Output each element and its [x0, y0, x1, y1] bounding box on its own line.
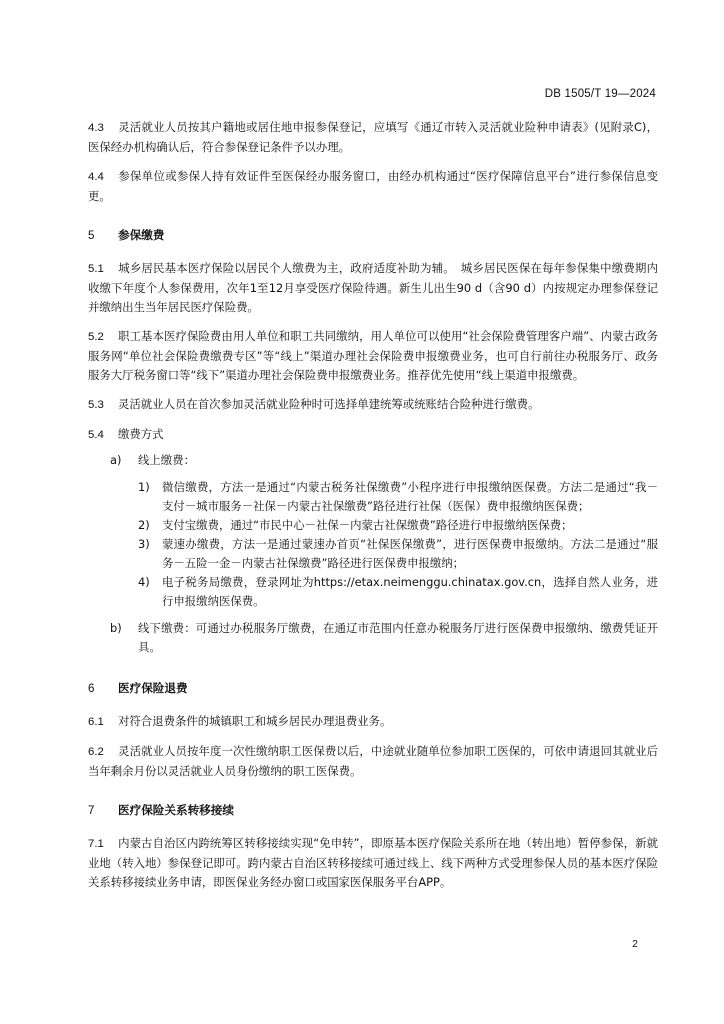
clause-text: 缴费方式: [118, 427, 164, 441]
clause-text: 灵活就业人员按其户籍地或居住地申报参保登记，应填写《通辽市转入灵活就业险种申请表》(见附录C)，医保经办机构确认后，符合参保登记条件予以办理。: [88, 120, 658, 154]
list-text: 线下缴费：可通过办税服务厅缴费，在通辽市范围内任意办税服务厅进行医保费申报缴纳、缴费凭证开具。: [138, 621, 658, 654]
clause-5-3: [88, 395, 658, 415]
clause-number: 5.1: [88, 263, 104, 275]
section-title: 医疗保险关系转移接续: [118, 803, 234, 817]
document-body: [88, 118, 658, 892]
list-text: 微信缴费，方法一是通过“内蒙古税务社保缴费”小程序进行申报缴纳医保费。方法二是通过“我－支付－城市服务－社保－内蒙古社保缴费”路径进行社保（医保）费申报缴纳医保费；: [162, 480, 658, 513]
clause-number: 4.3: [88, 122, 104, 134]
list-item-a4: [88, 573, 658, 611]
section-6-heading: [88, 679, 658, 698]
clause-number: 5.3: [88, 399, 104, 411]
clause-text: 灵活就业人员在首次参加灵活就业险种时可选择单建统筹或统账结合险种进行缴费。: [118, 397, 540, 411]
list-marker: 4): [138, 575, 150, 589]
page-number: 2: [632, 938, 638, 950]
clause-7-1: [88, 834, 658, 892]
clause-number: 7.1: [88, 838, 104, 850]
clause-number: 5.2: [88, 331, 104, 343]
clause-6-1: [88, 712, 658, 732]
clause-4-3: [88, 118, 658, 157]
clause-number: 4.4: [88, 171, 104, 183]
clause-text: 参保单位或参保人持有效证件至医保经办服务窗口，由经办机构通过“医疗保障信息平台”进行参保信息变更。: [88, 169, 658, 203]
clause-6-2: [88, 742, 658, 781]
list-marker: a): [110, 453, 122, 467]
clause-number: 6.2: [88, 746, 104, 758]
list-marker: 1): [138, 480, 150, 494]
list-item-a2: [88, 516, 658, 535]
document-id-header: DB 1505/T 19—2024: [544, 88, 656, 100]
section-title: 医疗保险退费: [118, 681, 188, 695]
list-text: 线上缴费：: [138, 453, 195, 467]
list-marker: 2): [138, 518, 150, 532]
clause-text: 灵活就业人员按年度一次性缴纳职工医保费以后，中途就业随单位参加职工医保的，可依申请退回其就业后当年剩余月份以灵活就业人员身份缴纳的职工医保费。: [88, 744, 658, 778]
clause-text: 对符合退费条件的城镇职工和城乡居民办理退费业务。: [118, 714, 392, 728]
list-text: 电子税务局缴费，登录网址为https://etax.neimenggu.chinatax.gov.cn，选择自然人业务，进行申报缴纳医保费。: [162, 575, 658, 608]
clause-number: 5.4: [88, 429, 104, 441]
clause-text: 职工基本医疗保险费由用人单位和职工共同缴纳，用人单位可以使用“社会保险费管理客户端”、内蒙古政务服务网“单位社会保险费缴费专区”等“线上”渠道办理社会保险费申报缴费业务，也可自行前往办税服务厅、政务服务大厅税务窗口等“线下”渠道办理社会保险费申报缴费业务。推荐优先使用“线上渠道申报缴费。: [88, 329, 658, 382]
list-item-a3: [88, 535, 658, 573]
clause-text: 内蒙古自治区内跨统筹区转移接续实现“免申转”，即原基本医疗保险关系所在地（转出地）暂停参保，新就业地（转入地）参保登记即可。跨内蒙古自治区转移接续可通过线上、线下两种方式受理参保人员的基本医疗保险关系转移接续业务申请，即医保业务经办窗口或国家医保服务平台APP。: [88, 836, 658, 889]
clause-5-1: [88, 259, 658, 317]
list-marker: b): [110, 621, 122, 635]
section-5-heading: [88, 226, 658, 245]
section-number: 5: [88, 229, 95, 242]
list-text: 蒙速办缴费，方法一是通过蒙速办首页“社保医保缴费”，进行医保费申报缴纳。方法二是通过“服务－五险一金－内蒙古社保缴费”路径进行医保费申报缴纳；: [162, 537, 658, 570]
clause-5-4: [88, 425, 658, 445]
section-number: 7: [88, 804, 95, 817]
section-7-heading: [88, 801, 658, 820]
list-item-a: [88, 451, 658, 470]
list-item-b: [88, 619, 658, 657]
clause-4-4: [88, 167, 658, 206]
clause-5-2: [88, 327, 658, 385]
clause-number: 6.1: [88, 716, 104, 728]
clause-text: 城乡居民基本医疗保险以居民个人缴费为主，政府适度补助为辅。 城乡居民医保在每年参保集中缴费期内收缴下年度个人参保费用，次年1至12月享受医疗保险待遇。新生儿出生90 d（含90 d）内按规定办理参保登记并缴纳出生当年居民医疗保险费。: [88, 261, 658, 314]
section-number: 6: [88, 682, 95, 695]
list-text: 支付宝缴费，通过“市民中心－社保－内蒙古社保缴费”路径进行申报缴纳医保费；: [162, 518, 573, 532]
list-item-a1: [88, 478, 658, 516]
list-marker: 3): [138, 537, 150, 551]
section-title: 参保缴费: [118, 228, 165, 242]
